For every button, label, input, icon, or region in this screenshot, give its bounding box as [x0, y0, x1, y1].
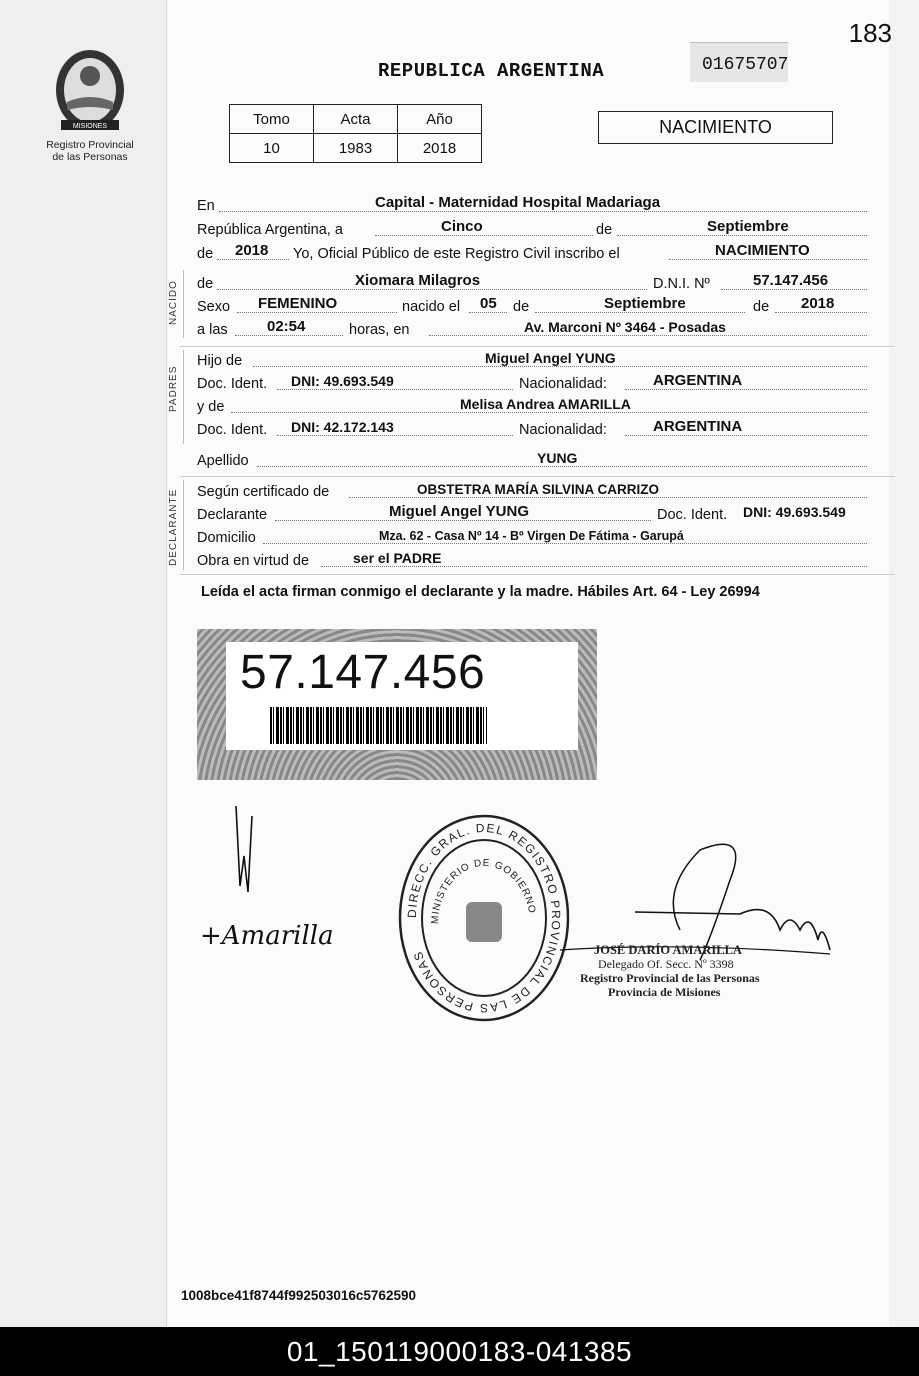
official-signature-block: [580, 943, 760, 999]
value-birth-place: Av. Marconi Nº 3464 - Posadas: [524, 319, 726, 335]
label-apellido: Apellido: [197, 453, 249, 469]
stamp-inner-text: MINISTERIO DE GOBIERNO: [429, 857, 538, 925]
value-declarante: Miguel Angel YUNG: [389, 503, 530, 520]
label-republica: República Argentina, a: [197, 222, 343, 238]
row-father: [197, 351, 867, 369]
row-sex: [197, 297, 867, 315]
label-obra: Obra en virtud de: [197, 553, 310, 569]
left-margin: [0, 0, 166, 1330]
row-mother: [197, 397, 867, 415]
logo-caption-1: Registro Provincial: [46, 139, 134, 151]
value-father: Miguel Angel YUNG: [485, 350, 616, 366]
value-declarante-doc: DNI: 49.693.549: [743, 504, 846, 520]
label-declarante: Declarante: [197, 507, 268, 523]
value-certificado: OBSTETRA MARÍA SILVINA CARRIZO: [417, 482, 659, 497]
label-de-4: de: [753, 299, 770, 315]
serial-number: 01675707: [690, 42, 788, 82]
row-declarante: [197, 505, 867, 523]
record-type-box: NACIMIENTO: [598, 111, 833, 144]
official-province: Provincia de Misiones: [608, 985, 721, 999]
label-father-nat: Nacionalidad:: [519, 376, 607, 392]
mother-signature: [196, 796, 356, 956]
label-domicilio: Domicilio: [197, 530, 256, 546]
value-dni: 57.147.456: [753, 272, 829, 289]
row-mother-doc: [197, 420, 867, 438]
value-father-nat: ARGENTINA: [653, 372, 743, 389]
section-declarante: DECLARANTE: [168, 488, 179, 566]
value-birth-year: 2018: [801, 295, 835, 312]
official-stamp: [396, 812, 572, 1024]
value-tomo: 10: [230, 134, 314, 163]
label-mother-doc: Doc. Ident.: [197, 422, 268, 438]
nacido-divider: [183, 270, 184, 338]
row-name: [197, 274, 867, 292]
header-ano: Año: [398, 105, 482, 134]
reference-table: [229, 104, 482, 163]
label-de-3: de: [513, 299, 530, 315]
section-padres: PADRES: [168, 365, 179, 412]
row-place: [197, 196, 867, 214]
value-day-words: Cinco: [441, 218, 483, 235]
row-domicilio: [197, 528, 867, 546]
separator-1: [180, 346, 895, 347]
coat-of-arms-icon: [45, 44, 135, 134]
row-date: [197, 220, 867, 238]
label-en: En: [197, 198, 215, 214]
label-sexo: Sexo: [197, 299, 231, 315]
value-apellido: YUNG: [537, 450, 578, 466]
label-hijo-de: Hijo de: [197, 353, 243, 369]
label-a-las: a las: [197, 322, 228, 338]
row-apellido: [197, 451, 867, 469]
official-name: JOSÉ DARÍO AMARILLA: [594, 943, 742, 957]
value-sexo: FEMENINO: [258, 295, 338, 312]
value-birth-day: 05: [480, 295, 497, 312]
barcode-icon: [270, 707, 487, 744]
label-de-2: de: [197, 246, 214, 262]
row-time: [197, 320, 867, 338]
value-inscribo: NACIMIENTO: [715, 242, 810, 259]
value-ano: 2018: [398, 134, 482, 163]
value-mother: Melisa Andrea AMARILLA: [460, 396, 631, 412]
separator-3: [180, 574, 895, 575]
section-nacido: NACIDO: [168, 280, 179, 325]
label-dni: D.N.I. Nº: [653, 276, 710, 292]
value-mother-nat: ARGENTINA: [653, 418, 743, 435]
footer-id-bar: 01_150119000183-041385: [0, 1327, 919, 1376]
label-inscribo: Yo, Oficial Público de este Registro Civil inscribo el: [293, 246, 620, 262]
row-certificado: [197, 482, 867, 500]
label-name-de: de: [197, 276, 214, 292]
value-domicilio: Mza. 62 - Casa Nº 14 - Bº Virgen De Fátima - Garupá: [379, 529, 684, 543]
value-month: Septiembre: [707, 218, 789, 235]
document-title: REPUBLICA ARGENTINA: [378, 60, 605, 82]
label-mother-nat: Nacionalidad:: [519, 422, 607, 438]
row-year: [197, 244, 867, 262]
logo-caption-2: de las Personas: [52, 151, 128, 163]
page-number: 183: [848, 18, 892, 48]
official-org: Registro Provincial de las Personas: [580, 971, 760, 985]
declarante-divider: [183, 480, 184, 570]
value-acta: 1983: [314, 134, 398, 163]
value-time: 02:54: [267, 318, 306, 335]
label-declarante-doc: Doc. Ident.: [657, 507, 728, 523]
value-father-doc: DNI: 49.693.549: [291, 373, 394, 389]
value-obra: ser el PADRE: [353, 550, 442, 566]
row-obra: [197, 551, 867, 569]
row-father-doc: [197, 374, 867, 392]
label-father-doc: Doc. Ident.: [197, 376, 268, 392]
value-name: Xiomara Milagros: [355, 272, 481, 289]
barcode-dni-number: 57.147.456: [240, 646, 486, 699]
closing-statement: Leída el acta firman conmigo el declarante y la madre. Hábiles Art. 64 - Ley 26994: [201, 584, 760, 600]
label-horas: horas, en: [349, 322, 410, 338]
value-birth-month: Septiembre: [604, 295, 686, 312]
separator-2: [180, 476, 895, 477]
mother-signature-text: +Amarilla: [200, 921, 334, 951]
stamp-outer-text: DIRECC. GRAL. DEL REGISTRO PROVINCIAL DE LAS PERSONAS: [404, 820, 564, 1016]
registry-logo: [38, 44, 142, 163]
value-place: Capital - Maternidad Hospital Madariaga: [375, 194, 661, 211]
label-certificado: Según certificado de: [197, 484, 330, 500]
header-tomo: Tomo: [230, 105, 314, 134]
document-hash: 1008bce41f8744f992503016c5762590: [181, 1288, 416, 1303]
padres-divider: [183, 350, 184, 444]
label-de-1: de: [596, 222, 613, 238]
value-mother-doc: DNI: 42.172.143: [291, 419, 394, 435]
official-role: Delegado Of. Secc. Nº 3398: [598, 957, 734, 971]
value-year: 2018: [235, 242, 269, 259]
label-y-de: y de: [197, 399, 225, 415]
label-nacido-el: nacido el: [402, 299, 461, 315]
header-acta: Acta: [314, 105, 398, 134]
svg-text:MISIONES: MISIONES: [72, 123, 108, 130]
